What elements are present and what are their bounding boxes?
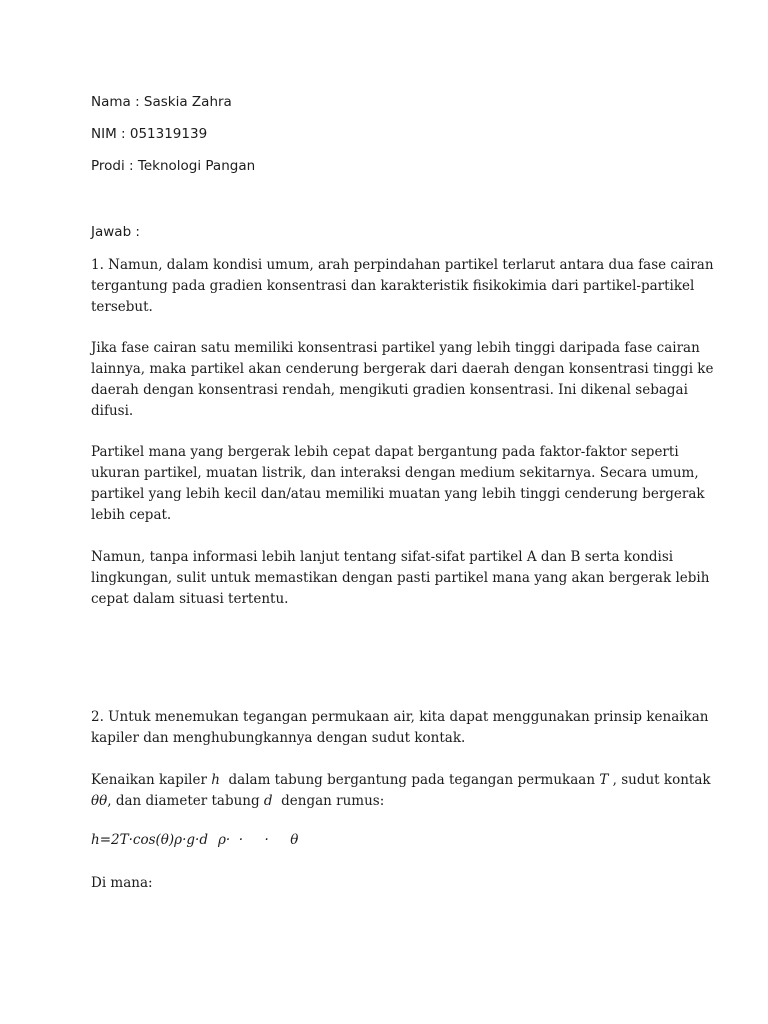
answer2-paragraph-2 bbox=[91, 770, 711, 812]
math-symbol-T: T bbox=[599, 772, 609, 788]
text-fragment: Kenaikan kapiler bbox=[91, 772, 212, 788]
text-fragment: dalam tabung bergantung pada tegangan permukaan bbox=[219, 772, 600, 788]
text-fragment: dengan rumus: bbox=[272, 793, 385, 809]
answer2-where-label bbox=[91, 873, 691, 894]
text-line: Partikel mana yang bergerak lebih cepat dapat bergantung pada faktor-faktor seperti bbox=[91, 444, 679, 460]
text-line: cepat dalam situasi tertentu. bbox=[91, 591, 289, 607]
text-line: tersebut. bbox=[91, 299, 153, 315]
student-nim: NIM : 051319139 bbox=[91, 126, 208, 142]
capillary-formula bbox=[91, 832, 298, 848]
text-line: daerah dengan konsentrasi rendah, mengikuti gradien konsentrasi. Ini dikenal sebagai bbox=[91, 382, 688, 398]
text-line: Namun, tanpa informasi lebih lanjut tentang sifat-sifat partikel A dan B serta kondisi bbox=[91, 549, 674, 565]
text-line: lingkungan, sulit untuk memastikan dengan pasti partikel mana yang akan bergerak lebih bbox=[91, 570, 710, 586]
answer1-paragraph-3 bbox=[91, 442, 705, 526]
text-line bbox=[91, 770, 711, 791]
answer1-paragraph-4 bbox=[91, 547, 710, 610]
formula-tail: ρ· · · θ bbox=[217, 832, 299, 848]
text-fragment: , dan diameter tabung bbox=[107, 793, 264, 809]
student-name: Nama : Saskia Zahra bbox=[91, 94, 232, 110]
answer-heading: Jawab : bbox=[91, 224, 140, 240]
text-line bbox=[91, 791, 691, 812]
text-line: 2. Untuk menemukan tegangan permukaan air, kita dapat menggunakan prinsip kenaikan bbox=[91, 709, 709, 725]
text-line: difusi. bbox=[91, 403, 134, 419]
math-symbol-theta: θθ bbox=[91, 793, 108, 809]
student-prodi: Prodi : Teknologi Pangan bbox=[91, 158, 256, 174]
answer1-paragraph-2 bbox=[91, 338, 714, 422]
text-line: Jika fase cairan satu memiliki konsentrasi partikel yang lebih tinggi daripada fase cairan bbox=[91, 340, 700, 356]
text-line: partikel yang lebih kecil dan/atau memiliki muatan yang lebih tinggi cenderung bergerak bbox=[91, 486, 705, 502]
text-line: lainnya, maka partikel akan cenderung bergerak dari daerah dengan konsentrasi tinggi ke bbox=[91, 361, 714, 377]
text-line: lebih cepat. bbox=[91, 507, 172, 523]
math-symbol-d: d bbox=[263, 793, 273, 809]
text-fragment: , sudut kontak bbox=[608, 772, 711, 788]
answer1-paragraph-1 bbox=[91, 255, 714, 318]
math-symbol-h: h bbox=[211, 772, 220, 788]
text-line: ukuran partikel, muatan listrik, dan interaksi dengan medium sekitarnya. Secara umum, bbox=[91, 465, 699, 481]
answer2-paragraph-1 bbox=[91, 707, 709, 749]
text-line: tergantung pada gradien konsentrasi dan karakteristik fisikokimia dari partikel-partikel bbox=[91, 278, 695, 294]
text-line: 1. Namun, dalam kondisi umum, arah perpindahan partikel terlarut antara dua fase cairan bbox=[91, 257, 714, 273]
formula-main: h=2T·cos(θ)ρ·g·d bbox=[91, 832, 208, 848]
text-line: kapiler dan menghubungkannya dengan sudut kontak. bbox=[91, 730, 466, 746]
text-line: Di mana: bbox=[91, 875, 153, 891]
